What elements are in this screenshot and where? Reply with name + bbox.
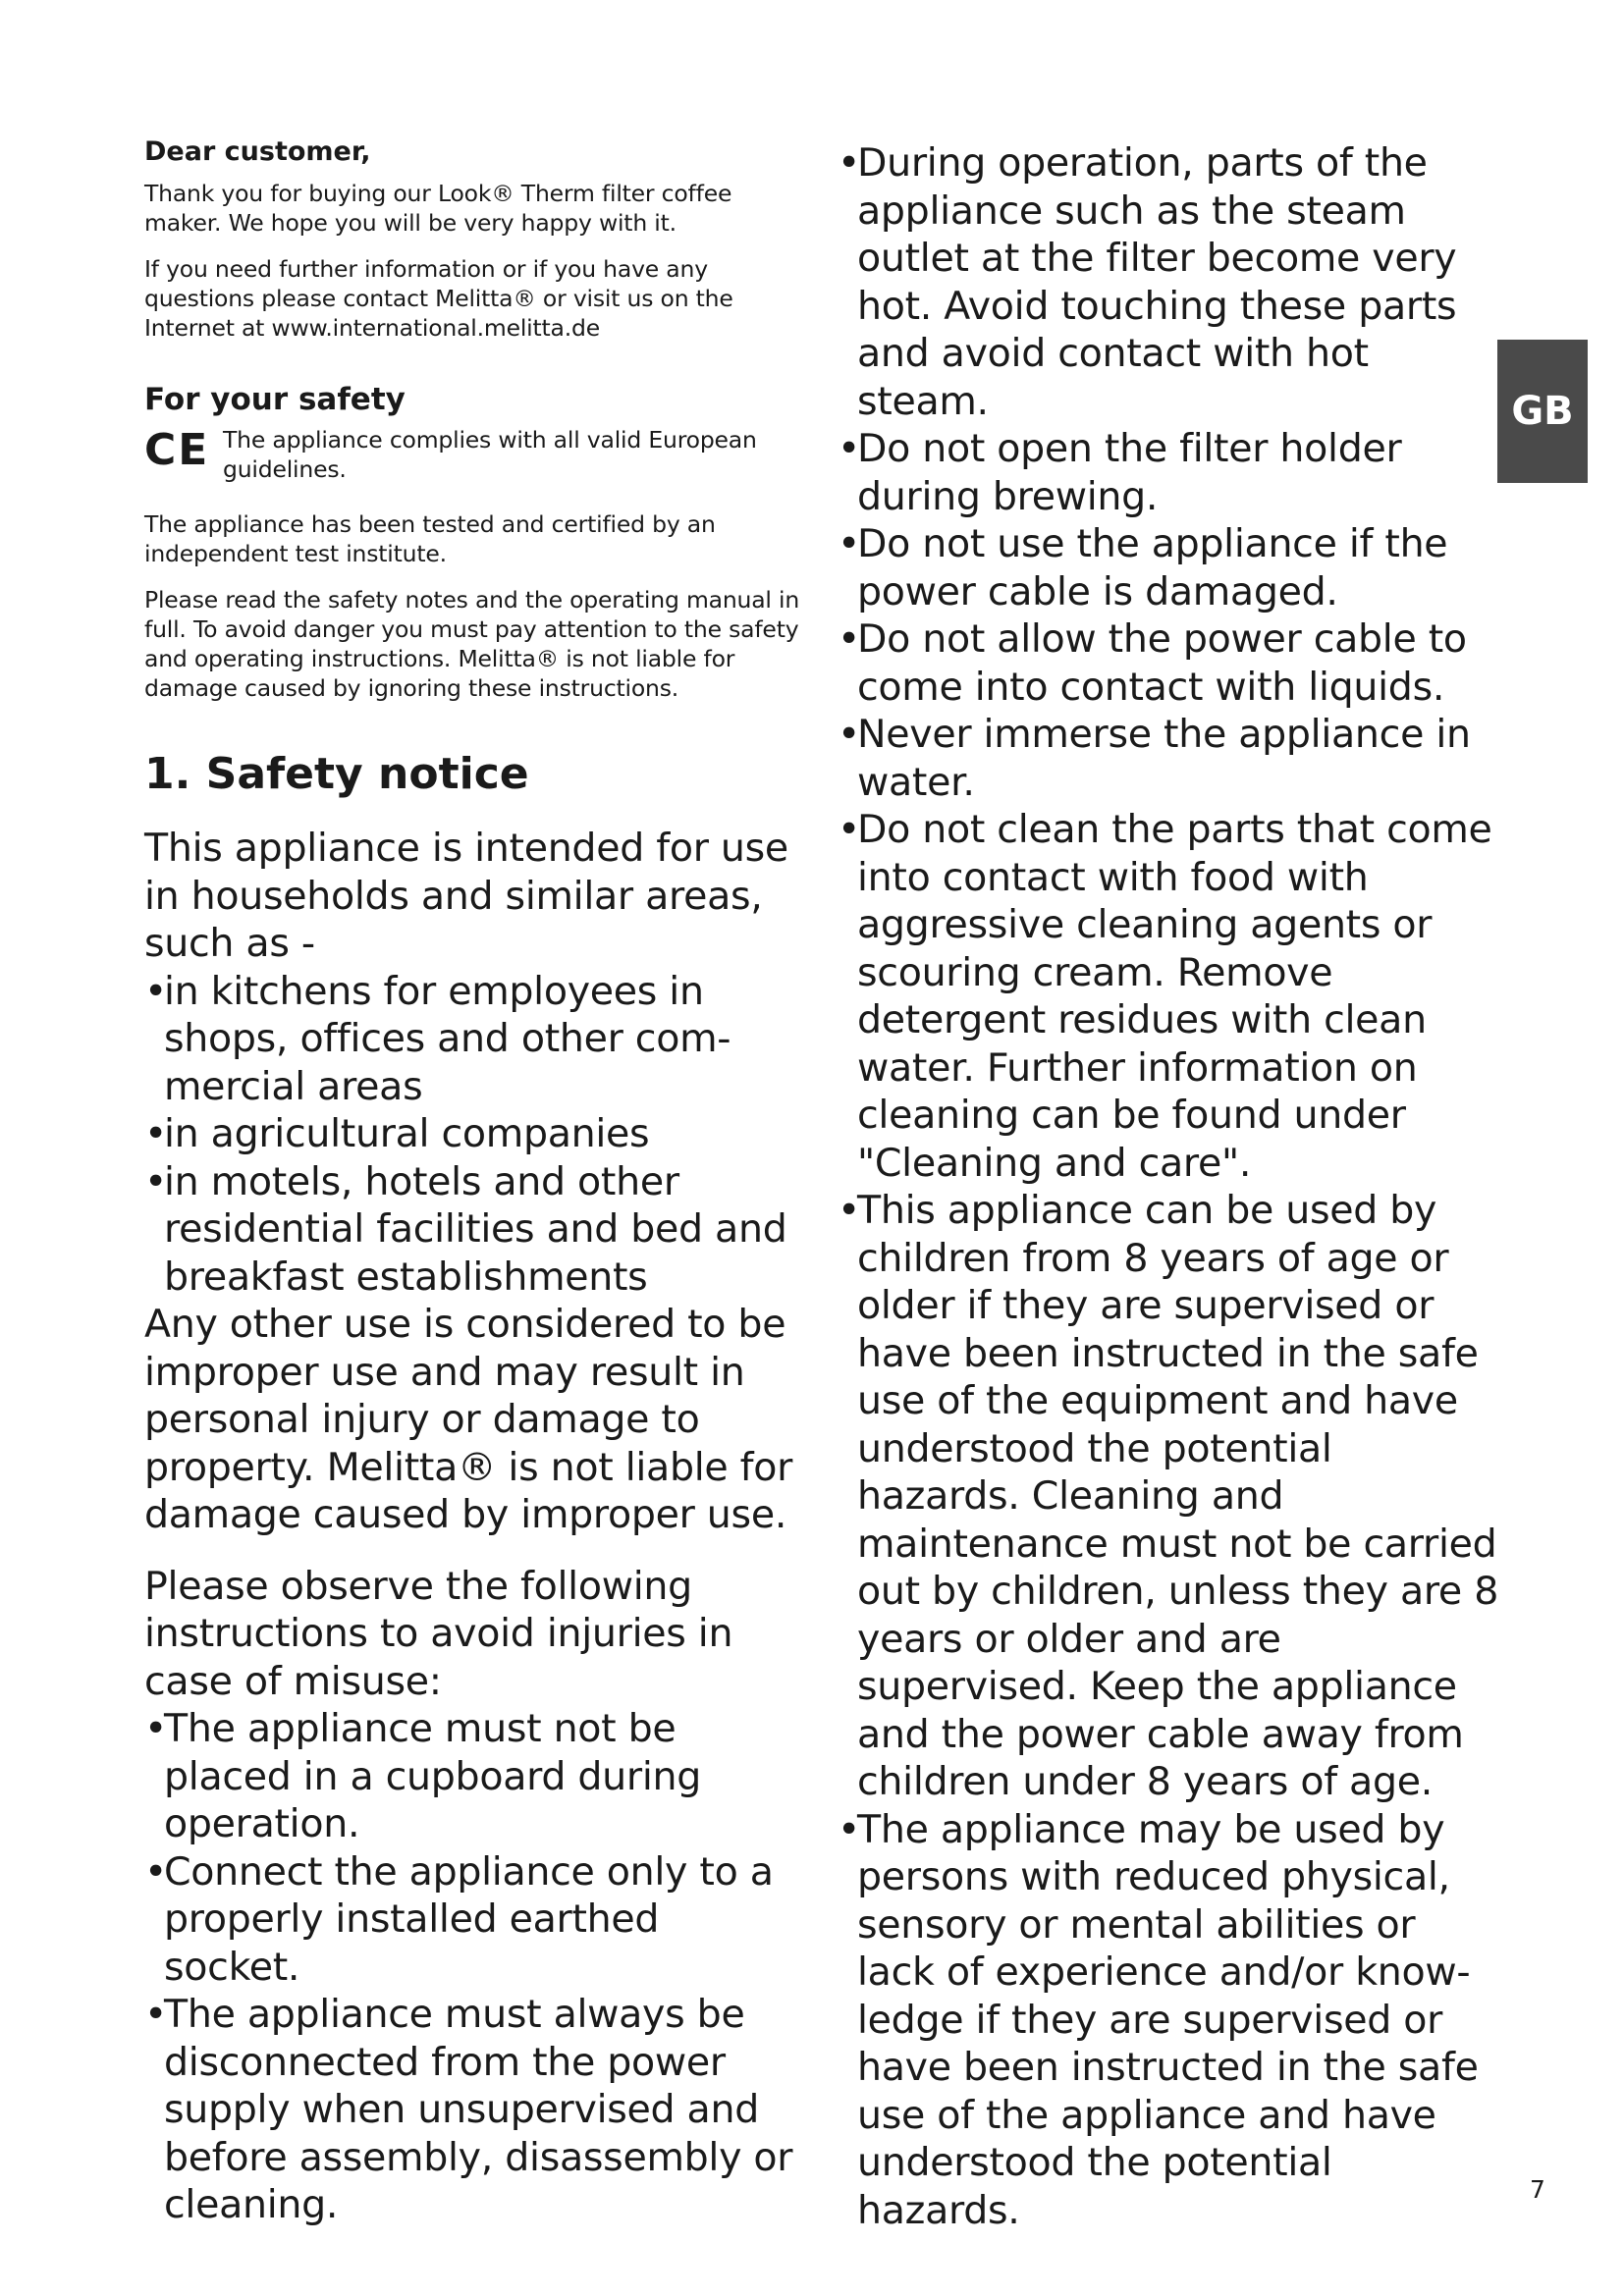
list-item: • Connect the appliance only to a properly installed earthed socket. (144, 1848, 804, 1992)
language-tab: GB (1497, 340, 1588, 483)
observe-text: Please observe the following instructions to avoid injuries in case of misuse: (144, 1563, 733, 1704)
greeting: Dear customer, (144, 136, 371, 167)
list-item: • Never immerse the appliance in water. (838, 711, 1500, 806)
instructions-list-left (144, 1705, 804, 2229)
right-column (838, 139, 1500, 2234)
list-item: • in motels, hotels and other residential facilities and bed and breakfast establishments (144, 1158, 804, 1302)
intro-paragraph: Thank you for buying our Look® Therm filter coffee maker. We hope you will be very happy with it. (144, 180, 732, 237)
list-item: • Do not allow the power cable to come into contact with liquids. (838, 615, 1500, 711)
list-item: • in agricultural companies (144, 1110, 804, 1158)
list-item: • During operation, parts of the appliance such as the steam outlet at the filter become very hot. Avoid touching these parts and avoid contact with hot steam. (838, 139, 1500, 425)
read-notes-paragraph: Please read the safety notes and the operating manual in full. To avoid danger you must pay attention to the safety and operating instructions. Melitta® is not liable for damage caused by ignoring these instructions. (144, 586, 800, 702)
ce-text: The appliance complies with all valid European guidelines. (223, 426, 757, 483)
contact-paragraph: If you need further information or if you have any questions please contact Melitta® or visit us on the Internet at www.international.melitta.de (144, 255, 733, 342)
list-item: • The appliance must not be placed in a cupboard during operation. (144, 1705, 804, 1848)
list-item: • in kitchens for employees in shops, offices and other com-mercial areas (144, 968, 804, 1111)
list-item: • This appliance can be used by children from 8 years of age or older if they are supervised or have been instructed in the safe use of the equipment and have understood the potential hazards. Cleaning and maintenance must not be carried out by children, unless they are 8 years or older and are supervised. Keep the appliance and the power cable away from children under 8 years of age. (838, 1187, 1500, 1806)
ce-compliance (144, 425, 804, 484)
safety-heading: For your safety (144, 382, 406, 417)
improper-use-text: Any other use is considered to be improper use and may result in personal injury or damage to property. Melitta® is not liable for damage caused by improper use. (144, 1302, 793, 1537)
list-item: • Do not use the appliance if the power cable is damaged. (838, 520, 1500, 615)
list-item: • The appliance must always be disconnected from the power supply when unsupervised and before assembly, disassembly or cleaning. (144, 1991, 804, 2229)
list-item: • Do not open the filter holder during brewing. (838, 425, 1500, 520)
instructions-list-right (838, 139, 1500, 2234)
intended-use-text: This appliance is intended for use in households and similar areas, such as - (144, 826, 788, 966)
list-item: • Do not clean the parts that come into contact with food with aggressive cleaning agents or scouring cream. Remove detergent residues with clean water. Further information on cleaning can be found under "Cleaning and care". (838, 806, 1500, 1187)
left-column (144, 135, 804, 2229)
ce-mark-icon: CE (144, 425, 210, 475)
page-number: 7 (1530, 2175, 1545, 2204)
safety-notice-body (144, 825, 804, 2229)
uses-list (144, 968, 804, 1302)
section-title: 1. Safety notice (144, 749, 529, 799)
list-item: • The appliance may be used by persons with reduced physical, sensory or mental abilities or lack of experience and/or know-ledge if they are supervised or have been instructed in the safe use of the appliance and have understood the potential hazards. (838, 1806, 1500, 2235)
certification-paragraph: The appliance has been tested and certified by an independent test institute. (144, 510, 716, 567)
